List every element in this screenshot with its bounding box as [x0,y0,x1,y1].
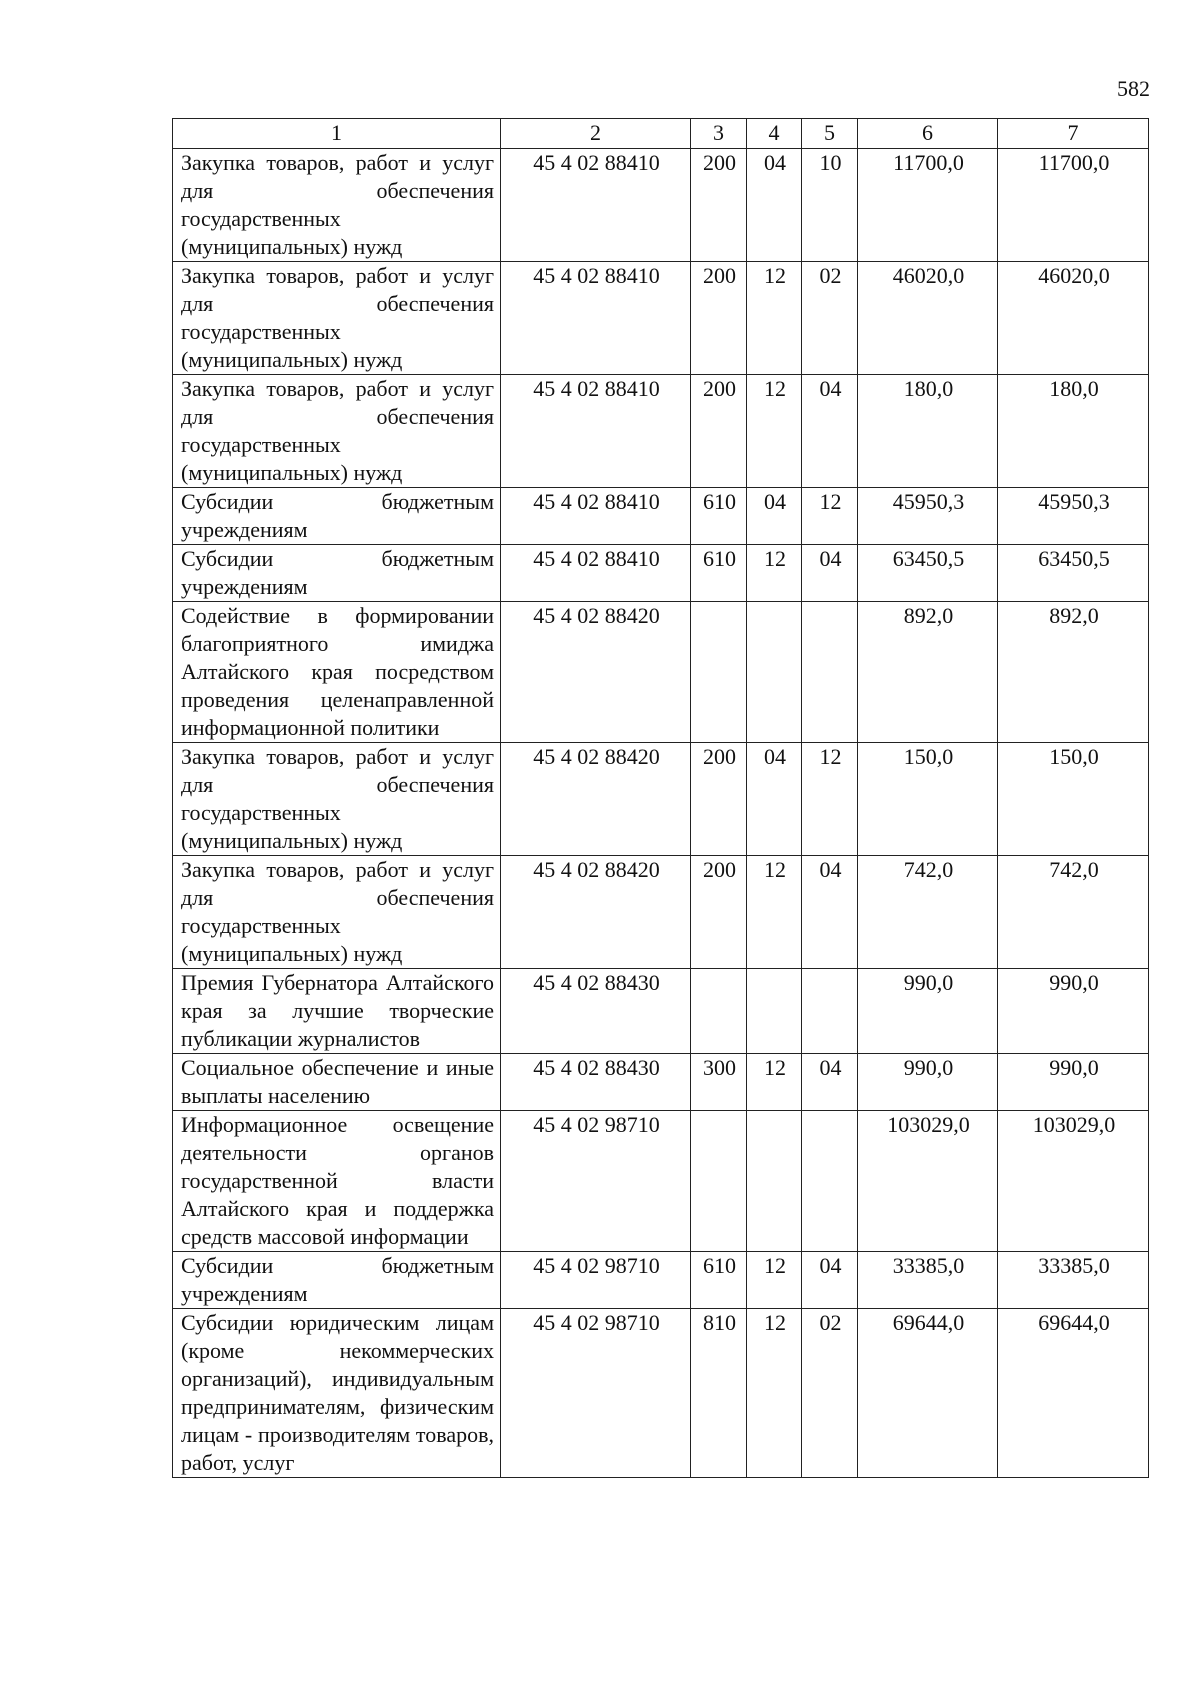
column-header: 1 [173,119,501,149]
row-subsection-cell: 12 [802,488,858,545]
row-code-cell: 45 4 02 88430 [501,969,691,1054]
row-expense-type-cell [691,969,747,1054]
column-header: 4 [747,119,802,149]
table-row [173,488,1149,545]
row-code-cell: 45 4 02 98710 [501,1111,691,1252]
row-name-cell: Премия Губернатора Алтайского края за лучшие творческие публикации журналистов [173,969,501,1054]
budget-table [172,118,1149,1478]
row-amount-col6-cell: 990,0 [858,1054,998,1111]
row-expense-type-cell: 200 [691,375,747,488]
row-code-cell: 45 4 02 88410 [501,262,691,375]
row-amount-col6-cell: 11700,0 [858,149,998,262]
row-expense-type-cell: 200 [691,262,747,375]
row-name-cell: Субсидии бюджетным учреждениям [173,488,501,545]
table-row [173,545,1149,602]
row-section-cell: 04 [747,149,802,262]
row-code-cell: 45 4 02 88410 [501,488,691,545]
row-amount-col6-cell: 46020,0 [858,262,998,375]
row-code-cell: 45 4 02 88430 [501,1054,691,1111]
row-name-cell: Субсидии юридическим лицам (кроме некоммерческих организаций), индивидуальным предпринимателям, физическим лицам - производителям товаров, работ, услуг [173,1309,501,1478]
row-name-cell: Информационное освещение деятельности органов государственной власти Алтайского края и поддержка средств массовой информации [173,1111,501,1252]
table-row [173,262,1149,375]
row-subsection-cell: 04 [802,1252,858,1309]
row-amount-col7-cell: 990,0 [998,1054,1149,1111]
row-name-cell: Закупка товаров, работ и услуг для обеспечения государственных (муниципальных) нужд [173,375,501,488]
row-section-cell: 12 [747,856,802,969]
row-code-cell: 45 4 02 88410 [501,149,691,262]
row-amount-col7-cell: 150,0 [998,743,1149,856]
table-row [173,1054,1149,1111]
row-amount-col6-cell: 892,0 [858,602,998,743]
row-code-cell: 45 4 02 88420 [501,743,691,856]
row-section-cell [747,1111,802,1252]
row-code-cell: 45 4 02 88420 [501,856,691,969]
row-section-cell: 04 [747,488,802,545]
table-row [173,375,1149,488]
row-expense-type-cell: 200 [691,149,747,262]
row-name-cell: Закупка товаров, работ и услуг для обеспечения государственных (муниципальных) нужд [173,856,501,969]
row-section-cell: 04 [747,743,802,856]
row-expense-type-cell: 200 [691,743,747,856]
row-name-cell: Субсидии бюджетным учреждениям [173,1252,501,1309]
row-section-cell: 12 [747,262,802,375]
row-section-cell: 12 [747,545,802,602]
row-subsection-cell [802,1111,858,1252]
row-amount-col6-cell: 742,0 [858,856,998,969]
row-expense-type-cell [691,1111,747,1252]
row-section-cell: 12 [747,1054,802,1111]
row-code-cell: 45 4 02 98710 [501,1309,691,1478]
header-row [173,119,1149,149]
column-header: 7 [998,119,1149,149]
column-header: 2 [501,119,691,149]
table-row [173,969,1149,1054]
row-subsection-cell [802,602,858,743]
row-subsection-cell: 02 [802,1309,858,1478]
row-section-cell: 12 [747,375,802,488]
row-section-cell [747,602,802,743]
row-amount-col6-cell: 180,0 [858,375,998,488]
row-name-cell: Социальное обеспечение и иные выплаты населению [173,1054,501,1111]
row-expense-type-cell: 610 [691,545,747,602]
row-expense-type-cell: 610 [691,488,747,545]
row-expense-type-cell [691,602,747,743]
row-subsection-cell: 04 [802,1054,858,1111]
column-header: 5 [802,119,858,149]
row-subsection-cell: 02 [802,262,858,375]
row-amount-col7-cell: 69644,0 [998,1309,1149,1478]
row-expense-type-cell: 610 [691,1252,747,1309]
row-expense-type-cell: 300 [691,1054,747,1111]
table-row [173,1309,1149,1478]
table-row [173,743,1149,856]
row-subsection-cell: 10 [802,149,858,262]
table-row [173,602,1149,743]
row-amount-col7-cell: 990,0 [998,969,1149,1054]
row-subsection-cell: 04 [802,545,858,602]
row-amount-col7-cell: 103029,0 [998,1111,1149,1252]
row-name-cell: Закупка товаров, работ и услуг для обеспечения государственных (муниципальных) нужд [173,743,501,856]
row-section-cell: 12 [747,1309,802,1478]
row-expense-type-cell: 810 [691,1309,747,1478]
row-amount-col7-cell: 33385,0 [998,1252,1149,1309]
table-row [173,856,1149,969]
row-amount-col7-cell: 892,0 [998,602,1149,743]
row-amount-col6-cell: 69644,0 [858,1309,998,1478]
row-code-cell: 45 4 02 88420 [501,602,691,743]
row-amount-col6-cell: 45950,3 [858,488,998,545]
row-amount-col7-cell: 742,0 [998,856,1149,969]
row-code-cell: 45 4 02 88410 [501,375,691,488]
row-name-cell: Закупка товаров, работ и услуг для обеспечения государственных (муниципальных) нужд [173,262,501,375]
row-amount-col7-cell: 46020,0 [998,262,1149,375]
row-subsection-cell [802,969,858,1054]
row-name-cell: Закупка товаров, работ и услуг для обеспечения государственных (муниципальных) нужд [173,149,501,262]
row-section-cell: 12 [747,1252,802,1309]
row-amount-col6-cell: 103029,0 [858,1111,998,1252]
row-name-cell: Субсидии бюджетным учреждениям [173,545,501,602]
column-header: 6 [858,119,998,149]
row-code-cell: 45 4 02 98710 [501,1252,691,1309]
column-header: 3 [691,119,747,149]
row-name-cell: Содействие в формировании благоприятного имиджа Алтайского края посредством проведения целенаправленной информационной политики [173,602,501,743]
row-amount-col6-cell: 990,0 [858,969,998,1054]
row-amount-col7-cell: 45950,3 [998,488,1149,545]
row-amount-col7-cell: 11700,0 [998,149,1149,262]
table-row [173,1111,1149,1252]
row-subsection-cell: 04 [802,375,858,488]
page-number: 582 [1117,76,1150,101]
row-amount-col6-cell: 33385,0 [858,1252,998,1309]
row-expense-type-cell: 200 [691,856,747,969]
row-amount-col7-cell: 63450,5 [998,545,1149,602]
row-amount-col6-cell: 63450,5 [858,545,998,602]
row-subsection-cell: 04 [802,856,858,969]
row-subsection-cell: 12 [802,743,858,856]
table-row [173,1252,1149,1309]
row-section-cell [747,969,802,1054]
row-amount-col6-cell: 150,0 [858,743,998,856]
row-amount-col7-cell: 180,0 [998,375,1149,488]
table-row [173,149,1149,262]
row-code-cell: 45 4 02 88410 [501,545,691,602]
